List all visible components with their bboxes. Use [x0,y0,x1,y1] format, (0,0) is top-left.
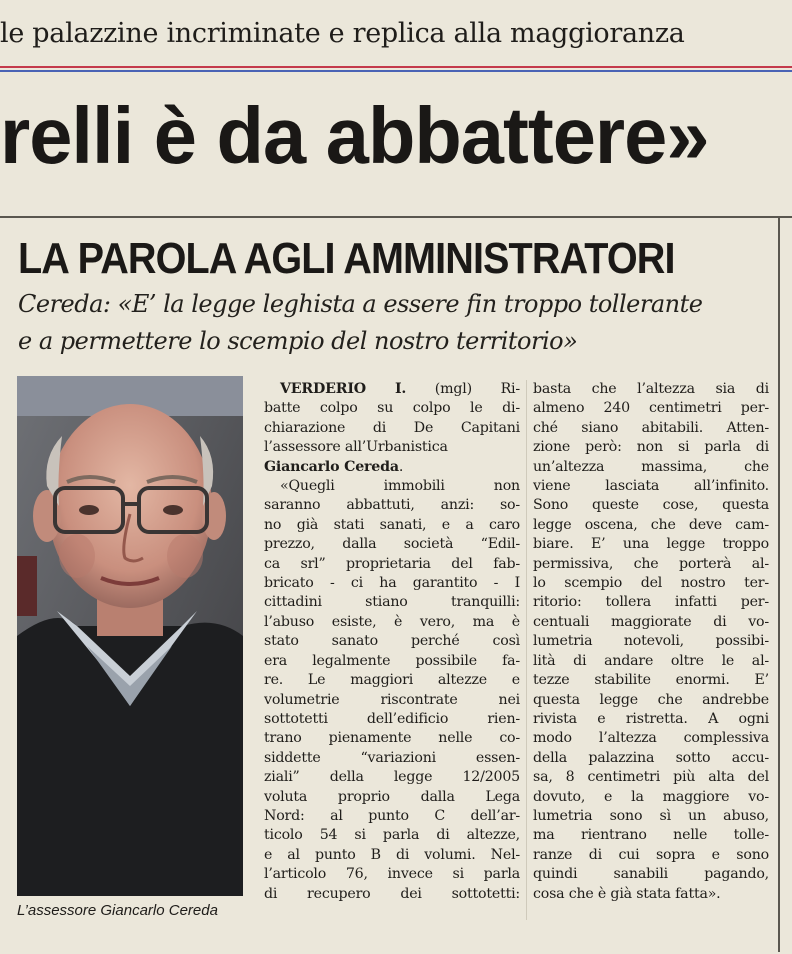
column-separator [526,380,527,920]
article-line: permissiva, che porterà al- [533,555,769,572]
article-line: lumetria notevoli, possibi- [533,633,769,650]
article-line: saranno abbattuti, anzi: so- [264,497,520,514]
article-line: chiarazione di De Capitani [264,419,520,436]
photo-caption: L’assessore Giancarlo Cereda [17,902,218,919]
subtitle-line: Cereda: «E’ la legge leghista a essere fin troppo tollerante [18,290,703,318]
section-title [18,232,778,286]
article-line: l’articolo 76, invece si parla [264,866,520,883]
article-line: l’assessore all’Urbanistica [264,439,448,456]
main-headline-text: relli è da abbattere» [0,91,709,180]
portrait-photo [17,376,243,896]
article-line: prezzo, dalla società “Edil- [264,536,520,553]
article-line: siddette “variazioni essen- [264,749,520,766]
article-line: quindi sanabili pagando, [533,866,769,883]
article-line: ranze di cui sopra e sono [533,846,769,863]
article-line [264,458,520,477]
article-line: viene lasciata all’infinito. [533,478,769,495]
red-rule [0,66,792,68]
article-line: ticolo 54 si parla di altezze, [264,827,520,844]
article-line [264,380,520,399]
article-line: ritorio: tollera infatti per- [533,594,769,611]
blue-rule [0,70,792,72]
article-line: lità di andare oltre le al- [533,652,769,669]
article-line: Nord: al punto C dell’ar- [264,807,520,824]
article-line: volumetrie riscontrate nei [264,691,520,708]
article-line: re. Le maggiori altezze e [264,672,520,689]
section-subtitle [18,286,778,360]
article-line: cittadini stiano tranquilli: [264,594,520,611]
article-line: era legalmente possibile fa- [264,652,520,669]
article-line: lumetria sono sì un abuso, [533,807,769,824]
article-line: questa legge che andrebbe [533,691,769,708]
portrait-photo-illustration [17,376,243,896]
article-line: ziali” della legge 12/2005 [264,769,520,786]
article-line: e al punto B di volumi. Nel- [264,846,520,863]
article-frame-right-border [778,216,780,952]
article-line: sa, 8 centimetri più alta del [533,769,769,786]
main-headline [0,78,792,194]
kicker-headline: le palazzine incriminate e replica alla maggioranza [0,18,685,49]
article-line-text: (mgl) Ri- [406,381,520,397]
article-column-1 [264,380,520,904]
article-line: stato sanato perché così [264,633,520,650]
article-line: modo l’altezza complessiva [533,730,769,747]
article-column-2 [533,380,769,904]
article-line: cosa che è già stata fatta». [533,885,721,902]
article-line: biare. E’ una legge troppo [533,536,769,553]
article-line: Sono queste cose, questa [533,497,769,514]
article-line: no già stati sanati, e a caro [264,516,520,533]
article-line: voluta proprio dalla Lega [264,788,520,805]
article-line: bricato - ci ha garantito - I [264,575,520,592]
article-line: basta che l’altezza sia di [533,381,769,397]
article-line: ca srl” proprietaria del fab- [264,555,520,572]
article-line: rivista e ristretta. A ogni [533,710,769,727]
subtitle-line: e a permettere lo scempio del nostro territorio» [18,327,578,355]
article-line: ché siano abitabili. Atten- [533,419,769,436]
article-line-text: . [398,458,404,475]
article-line: della palazzina sotto accu- [533,749,769,766]
article-line: «Quegli immobili non [280,478,520,495]
article-line: dovuto, e la maggiore vo- [533,788,769,805]
article-line: trano pienamente nelle co- [264,730,520,747]
article-line: legge oscena, che deve cam- [533,516,769,533]
article-line: ma rientrano nelle tolle- [533,827,769,844]
dateline: VERDERIO I. [280,381,407,397]
article-line: centuali maggiorate di vo- [533,613,769,630]
article-line: un’altezza massima, che [533,458,769,475]
article-line: almeno 240 centimetri per- [533,400,769,417]
article-line: zione però: non si parla di [533,439,769,456]
article-line: tezze stabilite enormi. E’ [533,672,769,689]
section-title-text: LA PAROLA AGLI AMMINISTRATORI [18,234,675,283]
person-name: Giancarlo Cereda [264,458,399,475]
article-line: batte colpo su colpo le di- [264,400,520,417]
article-line: sottotetti dell’edificio rien- [264,710,520,727]
article-line: l’abuso esiste, è vero, ma è [264,613,520,630]
article-line: di recupero dei sottotetti: [264,885,520,902]
article-line: lo scempio del nostro ter- [533,575,769,592]
